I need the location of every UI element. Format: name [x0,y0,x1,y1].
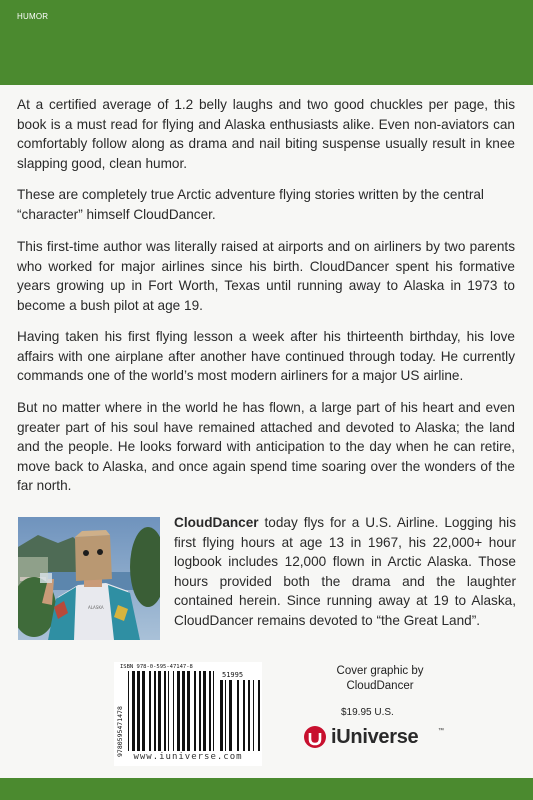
blurb-paragraph-3: This first-time author was literally raised at airports and on airliners by two parents who worked for major airlines since his birth. CloudDancer spent his formative years growing up in Fort Worth, Texas until running away to Alaska in 1973 to become a bush pilot at age 19. [17,239,515,313]
barcode-bar [229,680,232,751]
cover-credit-name: CloudDancer [346,680,414,692]
barcode-bar [132,671,135,751]
barcode-bar [253,680,254,751]
cover-credit [320,664,440,694]
barcode-bar [164,671,166,751]
blurb-paragraph-2: These are completely true Arctic adventure flying stories written by the central “character” himself CloudDancer. [17,187,484,222]
barcode-bar [194,671,196,751]
publisher-logo [303,724,453,752]
barcode-bar [128,671,129,751]
price-label: $19.95 U.S. [341,707,394,718]
barcode-bar [209,671,211,751]
barcode-bar [177,671,180,751]
barcode-bar [168,671,169,751]
isbn-barcode [114,662,262,766]
author-name: CloudDancer [174,515,259,530]
genre-label: HUMOR [17,12,49,21]
barcode-bar [248,680,250,751]
barcode-bar [187,671,190,751]
barcode-digits: 9780595471478 [116,706,124,757]
barcode-bar [142,671,145,751]
author-photo [18,517,160,640]
publisher-url: www.iuniverse.com [133,752,243,762]
barcode-bar [203,671,206,751]
iuniverse-logo-icon [303,725,327,749]
blurb-paragraph-5: But no matter where in the world he has flown, a large part of his heart and even greater part of his soul have remained attached and devoted to Alaska; the land and the people. He looks forward with anticipation to the day when he can retire, move back to Alaska, and once again spend time soaring over the wonders of the far north. [17,400,515,493]
barcode-bar [258,680,260,751]
barcode-bar [199,671,201,751]
barcode-bar [225,680,226,751]
header-band [0,0,533,85]
barcode-bar [182,671,185,751]
barcode-bar [149,671,151,751]
barcode-bar [220,680,223,751]
barcode-bar [213,671,214,751]
author-bio [174,513,516,631]
barcode-bar [137,671,140,751]
blurb-paragraph-4: Having taken his first flying lesson a week after his thirteenth birthday, his love affairs with one airplane after another have continued through today. He currently commands one of the world’s most modern airliners for a major US airline. [17,329,515,383]
barcode-price-code: 51995 [222,671,244,679]
publisher-name: iUniverse [331,726,419,748]
cover-credit-line1: Cover graphic by [336,665,424,677]
isbn-number: ISBN 978-0-595-47147-8 [120,664,193,670]
barcode-bar [154,671,156,751]
blurb-paragraph-1: At a certified average of 1.2 belly laughs and two good chuckles per page, this book is a must read for flying and Alaska enthusiasts alike. Even non-aviators can comfortably follow along as drama and nail biting suspense usually result in knee slapping good, clean humor. [17,97,515,171]
barcode-bar [243,680,245,751]
barcode-bar [237,680,239,751]
trademark-mark: ™ [438,728,444,734]
barcode-bar [158,671,161,751]
footer-band [0,778,533,800]
barcode-bar [173,671,174,751]
author-bio-text: today flys for a U.S. Airline. Logging his first flying hours at age 13 in 1967, his 22,000+ hour logbook includes 12,000 flown in Arctic Alaska. Those hours provided both the drama and the laughter contained herein. Since running away at 19 to Alaska, CloudDancer remains devoted to “the Great Land”. [174,515,516,628]
svg-text:ALASKA: ALASKA [88,605,104,610]
